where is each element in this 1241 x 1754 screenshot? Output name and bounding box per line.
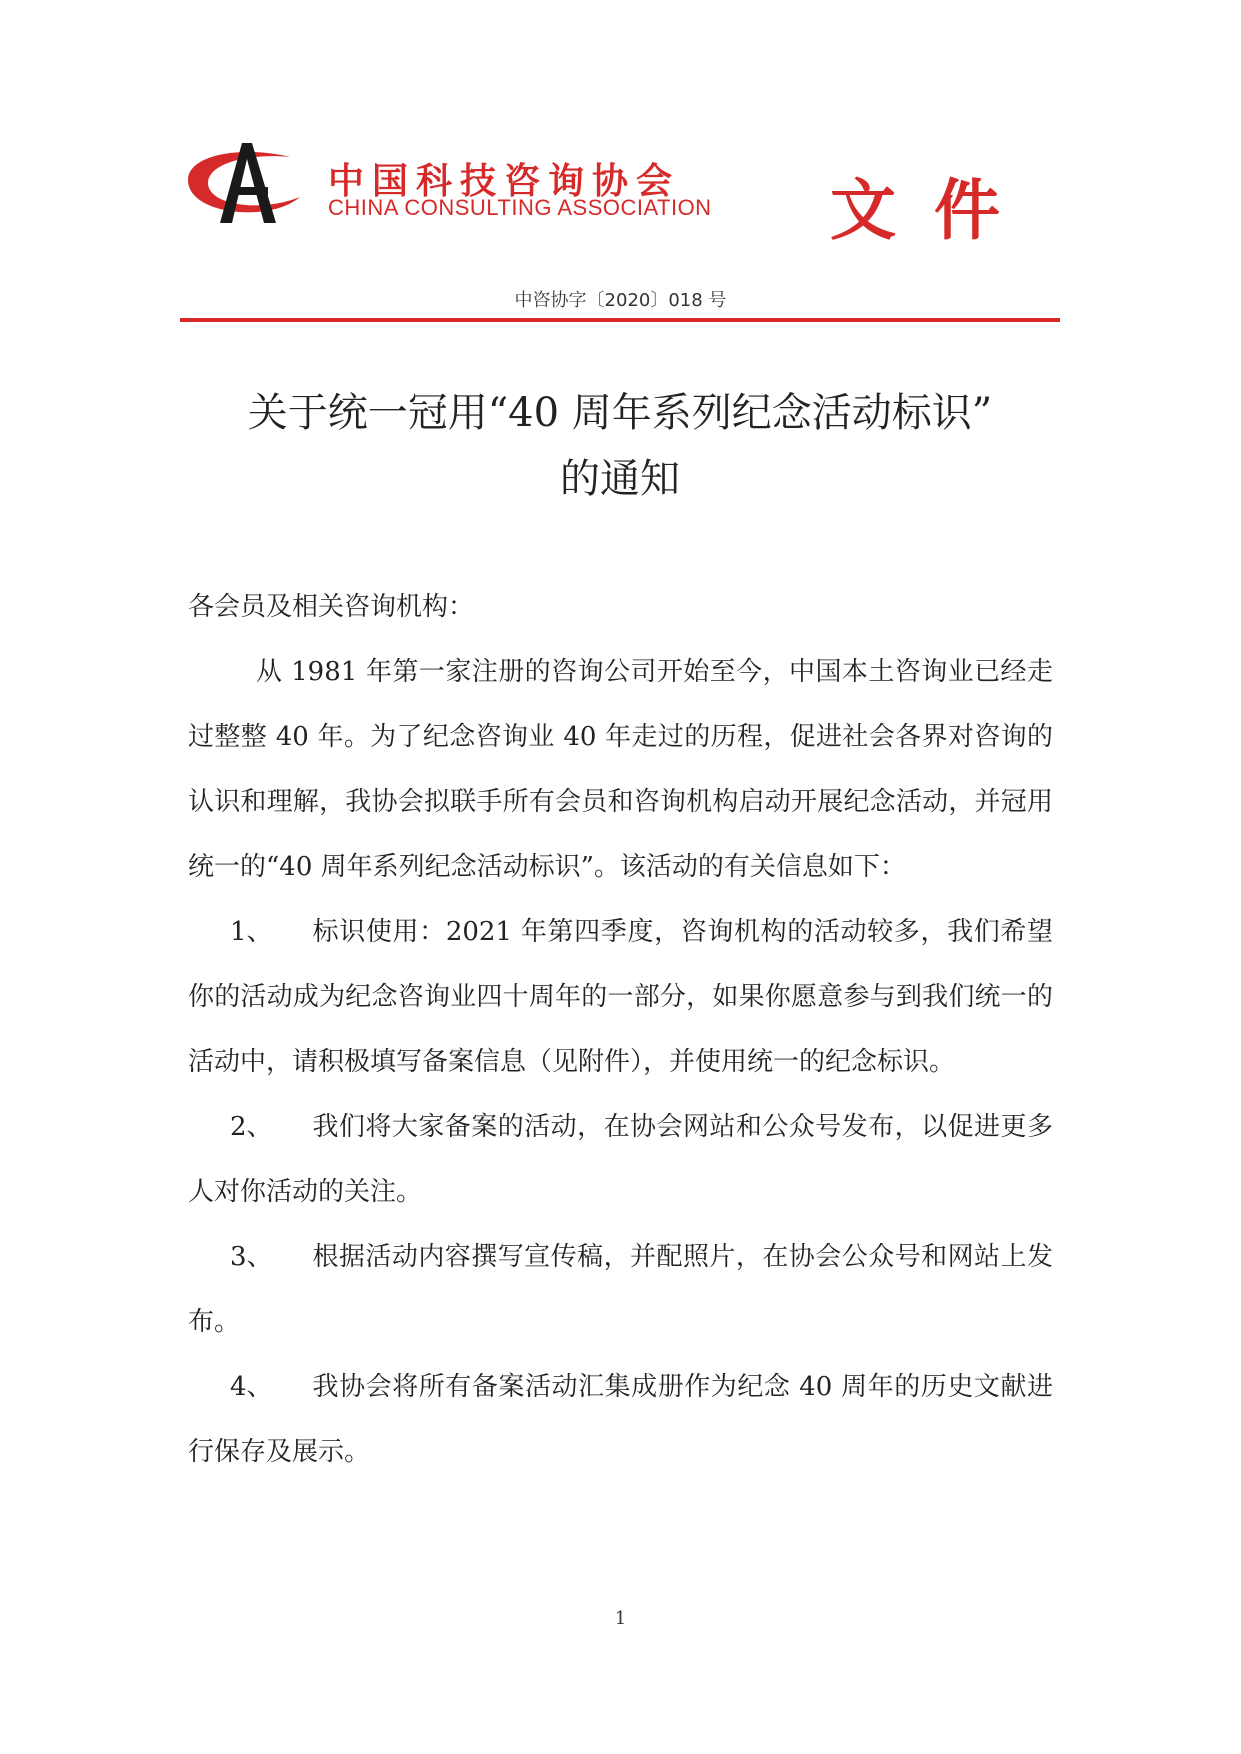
- document-number: 中咨协字〔2020〕018 号: [514, 290, 727, 311]
- list-item: [188, 1355, 1053, 1485]
- list-item: [188, 900, 1053, 1095]
- item-text: 我们将大家备案的活动，在协会网站和公众号发布，以促进更多人对你活动的关注。: [188, 1112, 1053, 1207]
- item-number: 4、: [230, 1372, 273, 1402]
- association-logo-icon: [180, 135, 310, 225]
- item-number: 2、: [230, 1112, 273, 1142]
- item-text: 根据活动内容撰写宣传稿，并配照片，在协会公众号和网站上发布。: [188, 1242, 1053, 1337]
- document-header: [180, 135, 1060, 249]
- org-name-cn: 中国科技咨询协会: [328, 161, 681, 202]
- item-text: 我协会将所有备案活动汇集成册作为纪念 40 周年的历史文献进行保存及展示。: [188, 1372, 1053, 1467]
- item-number: 3、: [230, 1242, 273, 1272]
- list-item: [188, 1225, 1053, 1355]
- page-number: 1: [614, 1608, 627, 1629]
- salutation: 各会员及相关咨询机构：: [188, 592, 475, 622]
- document-type-heading: 文件: [830, 171, 1038, 249]
- title-line-1: 关于统一冠用“40 周年系列纪念活动标识”: [247, 390, 993, 436]
- item-text: 标识使用：2021 年第四季度，咨询机构的活动较多，我们希望你的活动成为纪念咨询业四十周年的一部分，如果你愿意参与到我们统一的活动中，请积极填写备案信息（见附件），并使用统一的纪念标识。: [188, 917, 1053, 1077]
- intro-paragraph: 从 1981 年第一家注册的咨询公司开始至今，中国本土咨询业已经走过整整 40 年。为了纪念咨询业 40 年走过的历程，促进社会各界对咨询的认识和理解，我协会拟联手所有会员和咨询机构启动开展纪念活动，并冠用统一的“40 周年系列纪念活动标识”。该活动的有关信息如下：: [188, 657, 1053, 882]
- org-name-en: CHINA CONSULTING ASSOCIATION: [328, 195, 712, 220]
- title-line-2: 的通知: [560, 456, 680, 502]
- document-body: [188, 575, 1053, 1485]
- list-item: [188, 1095, 1053, 1225]
- document-title: [180, 380, 1060, 512]
- header-divider: [180, 318, 1060, 322]
- item-number: 1、: [230, 917, 273, 947]
